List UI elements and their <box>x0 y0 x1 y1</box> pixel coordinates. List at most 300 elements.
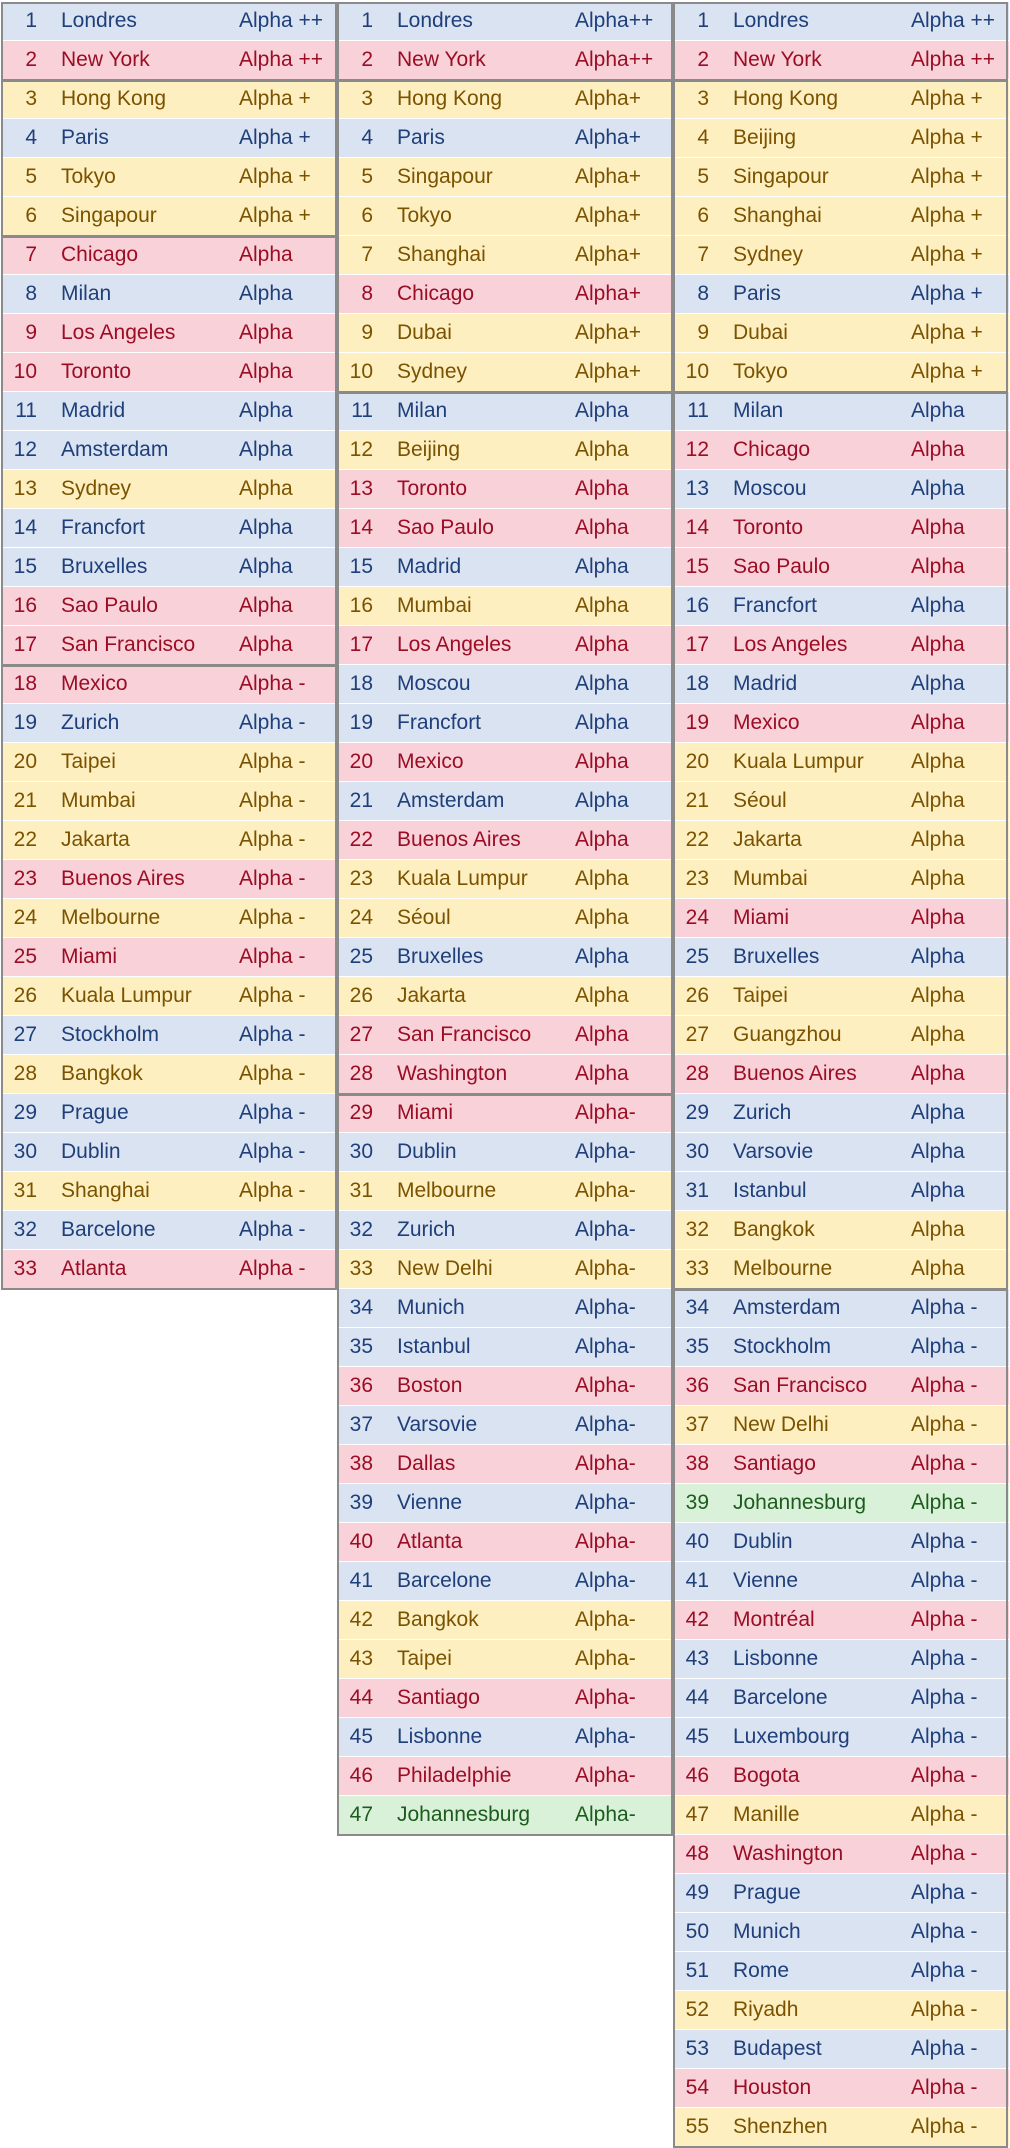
class-cell: Alpha - <box>911 1686 978 1709</box>
class-cell: Alpha <box>911 672 965 695</box>
city-cell: Barcelone <box>61 1218 156 1241</box>
class-cell: Alpha - <box>239 1179 306 1202</box>
city-cell: Jakarta <box>61 828 130 851</box>
table-row <box>337 587 673 626</box>
rank-cell: 32 <box>13 1218 37 1241</box>
table-row <box>337 938 673 977</box>
class-cell: Alpha - <box>911 1881 978 1904</box>
rank-cell: 40 <box>685 1530 709 1553</box>
class-cell: Alpha + <box>911 87 983 110</box>
class-cell: Alpha - <box>239 1257 306 1280</box>
city-cell: San Francisco <box>733 1374 868 1397</box>
table-row <box>673 275 1009 314</box>
table-row <box>337 821 673 860</box>
rank-cell: 22 <box>685 828 709 851</box>
city-cell: Miami <box>733 906 789 929</box>
table-row <box>337 158 673 197</box>
table-row <box>337 41 673 80</box>
table-row <box>1 860 337 899</box>
table-row <box>673 743 1009 782</box>
city-cell: Lisbonne <box>397 1725 483 1748</box>
table-row <box>337 899 673 938</box>
rank-cell: 27 <box>349 1023 373 1046</box>
class-cell: Alpha ++ <box>911 48 996 71</box>
class-cell: Alpha <box>575 555 629 578</box>
rank-cell: 43 <box>349 1647 373 1670</box>
table-row <box>673 41 1009 80</box>
table-row <box>337 1406 673 1445</box>
table-row <box>337 1250 673 1289</box>
class-cell: Alpha+ <box>575 321 641 344</box>
city-cell: Milan <box>397 399 448 422</box>
class-cell: Alpha <box>911 555 965 578</box>
rank-cell: 19 <box>13 711 37 734</box>
class-cell: Alpha++ <box>575 48 654 71</box>
city-cell: Budapest <box>733 2037 822 2060</box>
rank-cell: 19 <box>685 711 709 734</box>
class-cell: Alpha- <box>575 1764 636 1787</box>
class-cell: Alpha <box>575 1023 629 1046</box>
city-cell: Melbourne <box>397 1179 497 1202</box>
rank-cell: 24 <box>13 906 37 929</box>
table-row <box>337 1640 673 1679</box>
rank-cell: 15 <box>685 555 709 578</box>
rank-cell: 2 <box>697 48 709 71</box>
class-cell: Alpha + <box>911 165 983 188</box>
class-cell: Alpha- <box>575 1569 636 1592</box>
city-cell: Johannesburg <box>733 1491 867 1514</box>
table-row <box>337 1523 673 1562</box>
table-row <box>673 1991 1009 2030</box>
rank-cell: 4 <box>25 126 37 149</box>
class-cell: Alpha- <box>575 1491 636 1514</box>
city-cell: Sao Paulo <box>733 555 830 578</box>
rank-cell: 15 <box>349 555 373 578</box>
table-row <box>673 1133 1009 1172</box>
rank-cell: 10 <box>349 360 373 383</box>
rank-cell: 49 <box>685 1881 709 1904</box>
city-cell: Munich <box>397 1296 465 1319</box>
table-row <box>1 158 337 197</box>
table-row <box>337 2 673 41</box>
table-row <box>337 626 673 665</box>
rank-cell: 17 <box>349 633 373 656</box>
city-cell: Shenzhen <box>733 2115 828 2138</box>
city-cell: Jakarta <box>397 984 466 1007</box>
rank-cell: 8 <box>697 282 709 305</box>
city-cell: Sao Paulo <box>397 516 494 539</box>
rank-cell: 16 <box>349 594 373 617</box>
class-cell: Alpha <box>911 1062 965 1085</box>
table-row <box>1 470 337 509</box>
class-cell: Alpha <box>575 438 629 461</box>
rank-cell: 23 <box>685 867 709 890</box>
rank-cell: 8 <box>25 282 37 305</box>
class-cell: Alpha - <box>911 1842 978 1865</box>
city-cell: Boston <box>397 1374 463 1397</box>
class-cell: Alpha <box>239 477 293 500</box>
table-row <box>1 197 337 236</box>
city-cell: Kuala Lumpur <box>733 750 864 773</box>
table-row <box>1 548 337 587</box>
rank-cell: 1 <box>25 9 37 32</box>
class-cell: Alpha - <box>239 1023 306 1046</box>
city-cell: Vienne <box>733 1569 799 1592</box>
class-cell: Alpha- <box>575 1101 636 1124</box>
class-cell: Alpha <box>911 594 965 617</box>
rank-cell: 3 <box>25 87 37 110</box>
class-cell: Alpha <box>911 906 965 929</box>
rank-cell: 25 <box>349 945 373 968</box>
table-row <box>337 353 673 392</box>
rank-cell: 26 <box>349 984 373 1007</box>
rank-cell: 31 <box>685 1179 709 1202</box>
table-row <box>673 548 1009 587</box>
rank-cell: 37 <box>685 1413 709 1436</box>
class-cell: Alpha - <box>239 984 306 1007</box>
class-cell: Alpha - <box>911 1452 978 1475</box>
city-cell: Stockholm <box>733 1335 832 1358</box>
class-cell: Alpha <box>911 1140 965 1163</box>
class-cell: Alpha <box>911 750 965 773</box>
class-cell: Alpha - <box>911 1296 978 1319</box>
class-cell: Alpha - <box>239 945 306 968</box>
rank-cell: 28 <box>13 1062 37 1085</box>
city-cell: Taipei <box>397 1647 452 1670</box>
class-cell: Alpha+ <box>575 282 641 305</box>
rank-cell: 32 <box>685 1218 709 1241</box>
class-cell: Alpha + <box>239 204 311 227</box>
city-cell: Londres <box>61 9 137 32</box>
rank-cell: 45 <box>349 1725 373 1748</box>
class-cell: Alpha <box>911 1101 965 1124</box>
class-cell: Alpha - <box>239 1101 306 1124</box>
table-row <box>673 1094 1009 1133</box>
table-row <box>1 392 337 431</box>
class-cell: Alpha <box>239 516 293 539</box>
city-cell: Atlanta <box>61 1257 127 1280</box>
class-cell: Alpha- <box>575 1452 636 1475</box>
city-cell: Los Angeles <box>397 633 512 656</box>
rank-cell: 38 <box>685 1452 709 1475</box>
class-cell: Alpha- <box>575 1608 636 1631</box>
class-cell: Alpha <box>575 477 629 500</box>
city-cell: Tokyo <box>61 165 116 188</box>
class-cell: Alpha + <box>911 126 983 149</box>
rank-cell: 41 <box>685 1569 709 1592</box>
rank-cell: 11 <box>15 399 37 422</box>
class-cell: Alpha - <box>239 906 306 929</box>
table-row <box>337 1562 673 1601</box>
table-row <box>1 1211 337 1250</box>
city-cell: Amsterdam <box>733 1296 841 1319</box>
class-cell: Alpha <box>575 906 629 929</box>
table-row <box>673 938 1009 977</box>
rank-cell: 5 <box>361 165 373 188</box>
city-cell: Madrid <box>733 672 798 695</box>
city-cell: Sao Paulo <box>61 594 158 617</box>
class-cell: Alpha - <box>911 1413 978 1436</box>
table-row <box>337 977 673 1016</box>
rank-cell: 26 <box>13 984 37 1007</box>
class-cell: Alpha - <box>239 711 306 734</box>
rank-cell: 12 <box>349 438 373 461</box>
table-row <box>337 704 673 743</box>
class-cell: Alpha <box>239 321 293 344</box>
class-cell: Alpha+ <box>575 204 641 227</box>
city-cell: Kuala Lumpur <box>397 867 528 890</box>
table-row <box>1 431 337 470</box>
table-row <box>337 1367 673 1406</box>
city-cell: Luxembourg <box>733 1725 850 1748</box>
city-cell: Dublin <box>397 1140 457 1163</box>
class-cell: Alpha <box>911 945 965 968</box>
city-cell: New York <box>397 48 486 71</box>
city-cell: Shanghai <box>733 204 822 227</box>
table-row <box>1 509 337 548</box>
rank-cell: 39 <box>685 1491 709 1514</box>
class-cell: Alpha <box>911 1023 965 1046</box>
table-row <box>673 470 1009 509</box>
rank-cell: 12 <box>13 438 37 461</box>
class-cell: Alpha - <box>911 1647 978 1670</box>
city-cell: Madrid <box>61 399 126 422</box>
class-cell: Alpha <box>911 516 965 539</box>
city-cell: Sydney <box>397 360 468 383</box>
table-row <box>673 587 1009 626</box>
city-cell: Singapour <box>397 165 493 188</box>
rank-cell: 20 <box>13 750 37 773</box>
rank-cell: 21 <box>13 789 37 812</box>
city-cell: Buenos Aires <box>733 1062 857 1085</box>
city-cell: Santiago <box>733 1452 816 1475</box>
city-cell: Washington <box>397 1062 508 1085</box>
rank-cell: 39 <box>349 1491 373 1514</box>
class-cell: Alpha <box>911 1218 965 1241</box>
city-cell: Singapour <box>61 204 157 227</box>
city-cell: Dubai <box>733 321 788 344</box>
rank-cell: 44 <box>349 1686 373 1709</box>
city-cell: Los Angeles <box>61 321 176 344</box>
rank-cell: 24 <box>349 906 373 929</box>
table-row <box>673 197 1009 236</box>
table-row <box>1 80 337 119</box>
table-row <box>337 1289 673 1328</box>
city-cell: Toronto <box>733 516 804 539</box>
city-cell: Manille <box>733 1803 800 1826</box>
class-cell: Alpha <box>911 984 965 1007</box>
table-row <box>337 1016 673 1055</box>
city-cell: Mumbai <box>397 594 472 617</box>
table-row <box>673 860 1009 899</box>
rank-cell: 2 <box>361 48 373 71</box>
class-cell: Alpha - <box>239 789 306 812</box>
rank-cell: 29 <box>685 1101 709 1124</box>
table-row <box>337 743 673 782</box>
city-cell: Atlanta <box>397 1530 463 1553</box>
city-cell: Moscou <box>733 477 807 500</box>
table-row <box>1 743 337 782</box>
city-cell: Prague <box>733 1881 801 1904</box>
rank-cell: 6 <box>25 204 37 227</box>
rank-cell: 5 <box>697 165 709 188</box>
rank-cell: 33 <box>685 1257 709 1280</box>
table-row <box>1 314 337 353</box>
rank-cell: 4 <box>697 126 709 149</box>
class-cell: Alpha - <box>911 1920 978 1943</box>
class-cell: Alpha - <box>911 1374 978 1397</box>
city-cell: Beijing <box>397 438 461 461</box>
class-cell: Alpha - <box>911 1998 978 2021</box>
city-cell: Chicago <box>733 438 811 461</box>
class-cell: Alpha <box>575 594 629 617</box>
table-row <box>673 236 1009 275</box>
city-cell: San Francisco <box>397 1023 532 1046</box>
table-row <box>337 197 673 236</box>
class-cell: Alpha <box>575 750 629 773</box>
table-row <box>1 704 337 743</box>
table-row <box>673 80 1009 119</box>
city-cell: New Delhi <box>733 1413 829 1436</box>
class-cell: Alpha <box>239 399 293 422</box>
table-row <box>673 2108 1009 2147</box>
class-cell: Alpha - <box>239 750 306 773</box>
city-cell: Hong Kong <box>733 87 839 110</box>
table-row <box>673 1718 1009 1757</box>
rank-cell: 36 <box>349 1374 373 1397</box>
rank-cell: 18 <box>349 672 373 695</box>
rank-cell: 33 <box>13 1257 37 1280</box>
city-cell: Los Angeles <box>733 633 848 656</box>
city-cell: Montréal <box>733 1608 815 1631</box>
city-cell: Prague <box>61 1101 129 1124</box>
class-cell: Alpha - <box>911 1608 978 1631</box>
rank-cell: 51 <box>685 1959 709 1982</box>
rank-cell: 9 <box>697 321 709 344</box>
class-cell: Alpha <box>575 711 629 734</box>
city-cell: Johannesburg <box>397 1803 531 1826</box>
city-cell: Mumbai <box>733 867 808 890</box>
table-row <box>337 665 673 704</box>
city-cell: Londres <box>397 9 473 32</box>
class-cell: Alpha- <box>575 1296 636 1319</box>
class-cell: Alpha - <box>239 1140 306 1163</box>
rank-cell: 20 <box>685 750 709 773</box>
rank-cell: 9 <box>25 321 37 344</box>
rank-cell: 42 <box>349 1608 373 1631</box>
rank-cell: 4 <box>361 126 373 149</box>
table-row <box>337 1718 673 1757</box>
rank-cell: 13 <box>349 477 373 500</box>
city-cell: Munich <box>733 1920 801 1943</box>
class-cell: Alpha + <box>911 282 983 305</box>
city-cell: Londres <box>733 9 809 32</box>
rank-cell: 30 <box>349 1140 373 1163</box>
city-cell: Mexico <box>397 750 464 773</box>
table-row <box>337 1796 673 1835</box>
class-cell: Alpha <box>911 399 965 422</box>
rank-cell: 32 <box>349 1218 373 1241</box>
rank-cell: 44 <box>685 1686 709 1709</box>
city-cell: Kuala Lumpur <box>61 984 192 1007</box>
city-cell: Varsovie <box>397 1413 478 1436</box>
city-cell: Taipei <box>733 984 788 1007</box>
class-cell: Alpha ++ <box>239 9 324 32</box>
table-row <box>337 509 673 548</box>
ranking-column-2 <box>337 2 673 1835</box>
table-row <box>337 119 673 158</box>
class-cell: Alpha + <box>239 87 311 110</box>
table-row <box>673 1523 1009 1562</box>
table-row <box>337 392 673 431</box>
city-cell: Melbourne <box>733 1257 833 1280</box>
rank-cell: 29 <box>13 1101 37 1124</box>
class-cell: Alpha - <box>911 1803 978 1826</box>
rank-cell: 30 <box>13 1140 37 1163</box>
city-cell: Bangkok <box>397 1608 479 1631</box>
city-cell: Francfort <box>733 594 818 617</box>
class-cell: Alpha <box>575 399 629 422</box>
class-cell: Alpha - <box>911 2076 978 2099</box>
rank-cell: 1 <box>697 9 709 32</box>
table-row <box>337 860 673 899</box>
table-row <box>1 119 337 158</box>
table-row <box>337 548 673 587</box>
rank-cell: 15 <box>13 555 37 578</box>
rank-cell: 35 <box>685 1335 709 1358</box>
city-cell: Amsterdam <box>61 438 169 461</box>
class-cell: Alpha+ <box>575 243 641 266</box>
city-cell: Zurich <box>733 1101 792 1124</box>
table-row <box>673 2069 1009 2108</box>
rank-cell: 30 <box>685 1140 709 1163</box>
class-cell: Alpha - <box>911 1764 978 1787</box>
table-row <box>673 1250 1009 1289</box>
table-row <box>673 1055 1009 1094</box>
city-cell: Miami <box>397 1101 453 1124</box>
table-row <box>337 1094 673 1133</box>
class-cell: Alpha <box>911 1257 965 1280</box>
city-cell: Bogota <box>733 1764 800 1787</box>
city-cell: Milan <box>61 282 112 305</box>
class-cell: Alpha - <box>239 1062 306 1085</box>
city-cell: Séoul <box>733 789 787 812</box>
table-row <box>673 1835 1009 1874</box>
rank-cell: 34 <box>685 1296 709 1319</box>
table-row <box>337 431 673 470</box>
city-cell: Mumbai <box>61 789 136 812</box>
table-row <box>1 1133 337 1172</box>
table-row <box>673 431 1009 470</box>
city-cell: Riyadh <box>733 1998 799 2021</box>
city-cell: Stockholm <box>61 1023 160 1046</box>
table-row <box>1 2 337 41</box>
city-cell: Toronto <box>397 477 468 500</box>
rank-cell: 23 <box>13 867 37 890</box>
class-cell: Alpha- <box>575 1140 636 1163</box>
city-cell: Zurich <box>61 711 120 734</box>
rank-cell: 29 <box>349 1101 373 1124</box>
class-cell: Alpha - <box>239 867 306 890</box>
rank-cell: 7 <box>25 243 37 266</box>
class-cell: Alpha <box>911 438 965 461</box>
rank-cell: 28 <box>349 1062 373 1085</box>
city-cell: Dubai <box>397 321 452 344</box>
city-cell: Melbourne <box>61 906 161 929</box>
table-row <box>673 1796 1009 1835</box>
table-row <box>1 41 337 80</box>
city-cell: Moscou <box>397 672 471 695</box>
